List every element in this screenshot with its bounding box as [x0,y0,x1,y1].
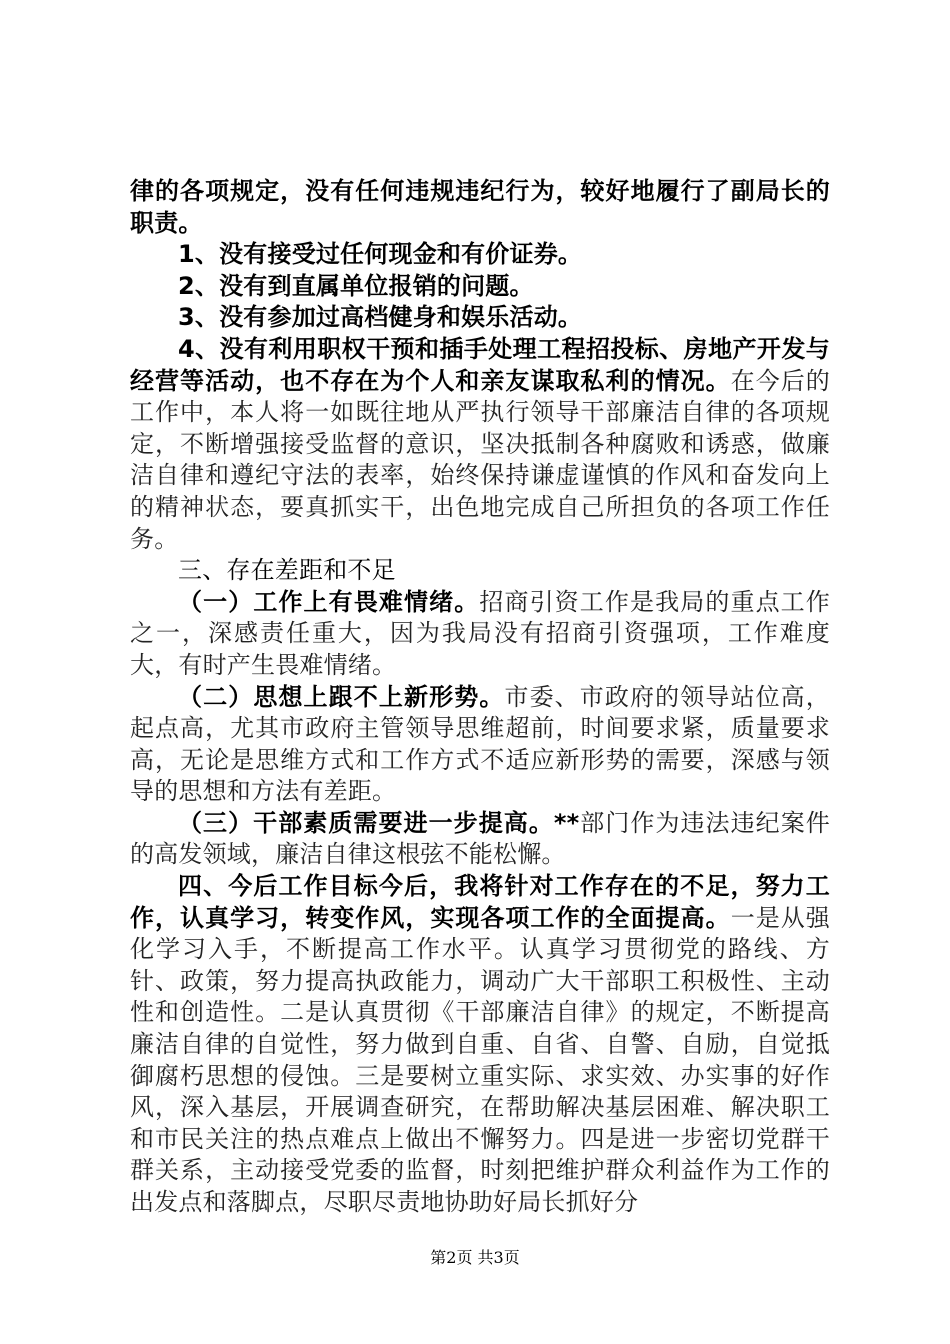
subsection-body: 招商引资工作是我局的重点工作之一，深感责任重大，因为我局没有招商引资强项，工作难度大，有时产生畏难情绪。 [130,587,830,679]
section-heading-text: 四、今后工作目标今后，我将针对工作存在的不足，努力工作，认真学习，转变作风，实现各项工作的全面提高。 [130,872,830,932]
subsection-body: 市委、市政府的领导站位高，起点高，尤其市政府主管领导思维超前，时间要求紧，质量要求高，无论是思维方式和工作方式不适应新形势的需要，深感与领导的思想和方法有差距。 [130,682,830,806]
subsection-1 [130,587,830,682]
section-body: 一是从强化学习入手，不断提高工作水平。认真学习贯彻党的路线、方针、政策，努力提高执政能力，调动广大干部职工积极性、主动性和创造性。二是认真贯彻《干部廉洁自律》的规定，不断提高廉洁自律的自觉性，努力做到自重、自省、自警、自励，自觉抵御腐朽思想的侵蚀。三是要树立重实际、求实效、办实事的好作风，深入基层，开展调查研究，在帮助解决基层困难、解决职工和市民关注的热点难点上做出不懈努力。四是进一步密切党群干群关系，主动接受党委的监督，时刻把维护群众利益作为工作的出发点和落脚点，尽职尽责地协助好局长抓好分 [130,903,830,1216]
list-item-bold-text: 4、没有利用职权干预和插手处理工程招投标、房地产开发与经营等活动，也不存在为个人和亲友谋取私利的情况。 [130,334,830,395]
subsection-body: 部门作为违法违纪案件的高发领域，廉洁自律这根弦不能松懈。 [130,808,830,869]
section-heading-4 [130,871,830,1219]
list-item-body-text: 在今后的工作中，本人将一如既往地从严执行领导干部廉洁自律的各项规定，不断增强接受监督的意识，坚决抵制各种腐败和诱惑，做廉洁自律和遵纪守法的表率，始终保持谦虚谨慎的作风和奋发向上的精神状态，要真抓实干，出色地完成自己所担负的各项工作任务。 [130,366,830,553]
document-body [130,176,830,1219]
list-item-1 [130,239,830,271]
paragraph-continued [130,176,830,239]
subsection-heading: （二）思想上跟不上新形势。 [178,682,505,711]
subsection-heading: （三）干部素质需要进一步提高。** [178,808,580,837]
list-item-3 [130,302,830,334]
page-number: 第2页 共3页 [430,1248,520,1267]
subsection-3 [130,808,830,871]
list-item-2 [130,271,830,303]
subsection-2 [130,682,830,808]
list-item-text: 2、没有到直属单位报销的问题。 [178,271,534,300]
page-footer [0,1245,950,1268]
paragraph-text: 律的各项规定，没有任何违规违纪行为，较好地履行了副局长的职责。 [130,177,830,237]
list-item-text: 1、没有接受过任何现金和有价证券。 [178,240,583,269]
list-item-text: 3、没有参加过高档健身和娱乐活动。 [178,303,583,332]
section-heading-3 [130,555,830,587]
subsection-heading: （一）工作上有畏难情绪。 [178,587,480,616]
section-heading-text: 三、存在差距和不足 [178,556,396,585]
list-item-4 [130,334,830,555]
